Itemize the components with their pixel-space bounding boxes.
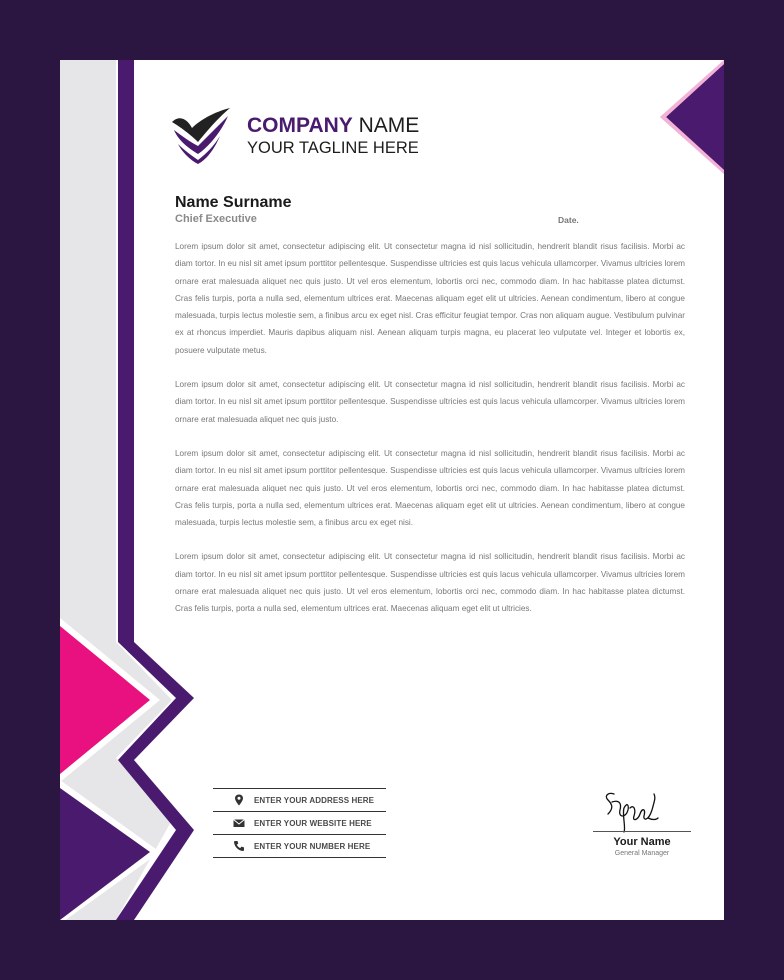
left-gray-strip xyxy=(60,60,116,600)
letter-body xyxy=(175,238,685,618)
signatory-title: General Manager xyxy=(614,850,670,857)
address-text: ENTER YOUR ADDRESS HERE xyxy=(254,795,375,805)
contact-block xyxy=(213,788,386,858)
paragraph: Lorem ipsum dolor sit amet, consectetur adipiscing elit. Ut consectetur magna id nisl sollicitudin, hendrerit blandit risus facilisis. Morbi ac diam tortor. In eu nisl sit amet ipsum porttitor pellentesque. Suspendisse ultricies est quis lacus vehicula ullamcorper. Vivamus ultricies lorem ornare erat malesuada aliquet nec quis justo. Ut vel eros elementum, lobortis orci nec, commodo diam. In hac habitasse platea dictumst. Cras felis turpis, porta a nulla sed, elementum ultrices erat. Maecenas aliquam eget elit ut ultricies. Aenean condimentum, libero at congue malesuada, turpis lectus molestie sem, a finibus arcu ex eget nisi. xyxy=(175,448,685,528)
company-logo-icon xyxy=(170,106,234,166)
contact-number-row xyxy=(213,834,386,858)
signatory-name: Your Name xyxy=(613,836,671,848)
sender-name: Name Surname xyxy=(175,194,292,211)
company-name xyxy=(247,114,419,138)
paragraph: Lorem ipsum dolor sit amet, consectetur adipiscing elit. Ut consectetur magna id nisl sollicitudin, hendrerit blandit risus facilisis. Morbi ac diam tortor. In eu nisl sit amet ipsum porttitor pellentesque. Suspendisse ultricies est quis lacus vehicula ullamcorper. Vivamus ultricies lorem ornare erat malesuada aliquet nec quis justo. Ut vel eros elementum, lobortis orci nec, commodo diam. In hac habitasse platea dictumst. Cras felis turpis, porta a nulla sed, elementum ultrices erat. Maecenas aliquam eget elit ut ultricies. xyxy=(175,552,685,614)
envelope-icon xyxy=(232,817,246,829)
signature-icon xyxy=(600,788,660,836)
contact-address-row xyxy=(213,788,386,811)
signature-line xyxy=(593,831,691,832)
location-pin-icon xyxy=(232,794,246,806)
phone-icon xyxy=(232,840,246,852)
contact-website-row xyxy=(213,811,386,834)
company-name-rest: NAME xyxy=(358,114,420,137)
website-text: ENTER YOUR WEBSITE HERE xyxy=(254,818,372,828)
letterhead-page xyxy=(60,60,724,920)
tagline: YOUR TAGLINE HERE xyxy=(247,139,419,157)
paragraph: Lorem ipsum dolor sit amet, consectetur adipiscing elit. Ut consectetur magna id nisl sollicitudin, hendrerit blandit risus facilisis. Morbi ac diam tortor. In eu nisl sit amet ipsum porttitor pellentesque. Suspendisse ultricies est quis lacus vehicula ullamcorper. Vivamus ultricies lorem ornare erat malesuada aliquet nec quis justo. Ut vel eros elementum, lobortis orci nec, commodo diam. In hac habitasse platea dictumst. Cras felis turpis, porta a nulla sed, elementum ultrices erat. Maecenas aliquam eget elit ut ultricies. Aenean condimentum, libero at congue malesuada, turpis lectus molestie sem, a finibus arcu ex eget nisl. Cras efficitur feugiat tempor. Cras non aliquam augue. Vestibulum pulvinar ex at rhoncus imperdiet. Mauris dapibus aliquam nisl. Aenean aliquam turpis magna, eu placerat leo vulputate vel. Integer et lobortis ex, posuere vulputate metus. xyxy=(175,242,685,355)
paragraph: Lorem ipsum dolor sit amet, consectetur adipiscing elit. Ut consectetur magna id nisl sollicitudin, hendrerit blandit risus facilisis. Morbi ac diam tortor. In eu nisl sit amet ipsum porttitor pellentesque. Suspendisse ultricies est quis lacus vehicula ullamcorper. Vivamus ultricies lorem ornare erat malesuada aliquet nec quis justo. xyxy=(175,380,685,424)
left-purple-bar xyxy=(118,60,134,642)
number-text: ENTER YOUR NUMBER HERE xyxy=(254,841,371,851)
company-name-bold: COMPANY xyxy=(247,114,353,137)
top-right-diamond-purple xyxy=(666,64,724,170)
sender-title: Chief Executive xyxy=(175,213,257,225)
date-label: Date. xyxy=(558,215,579,225)
